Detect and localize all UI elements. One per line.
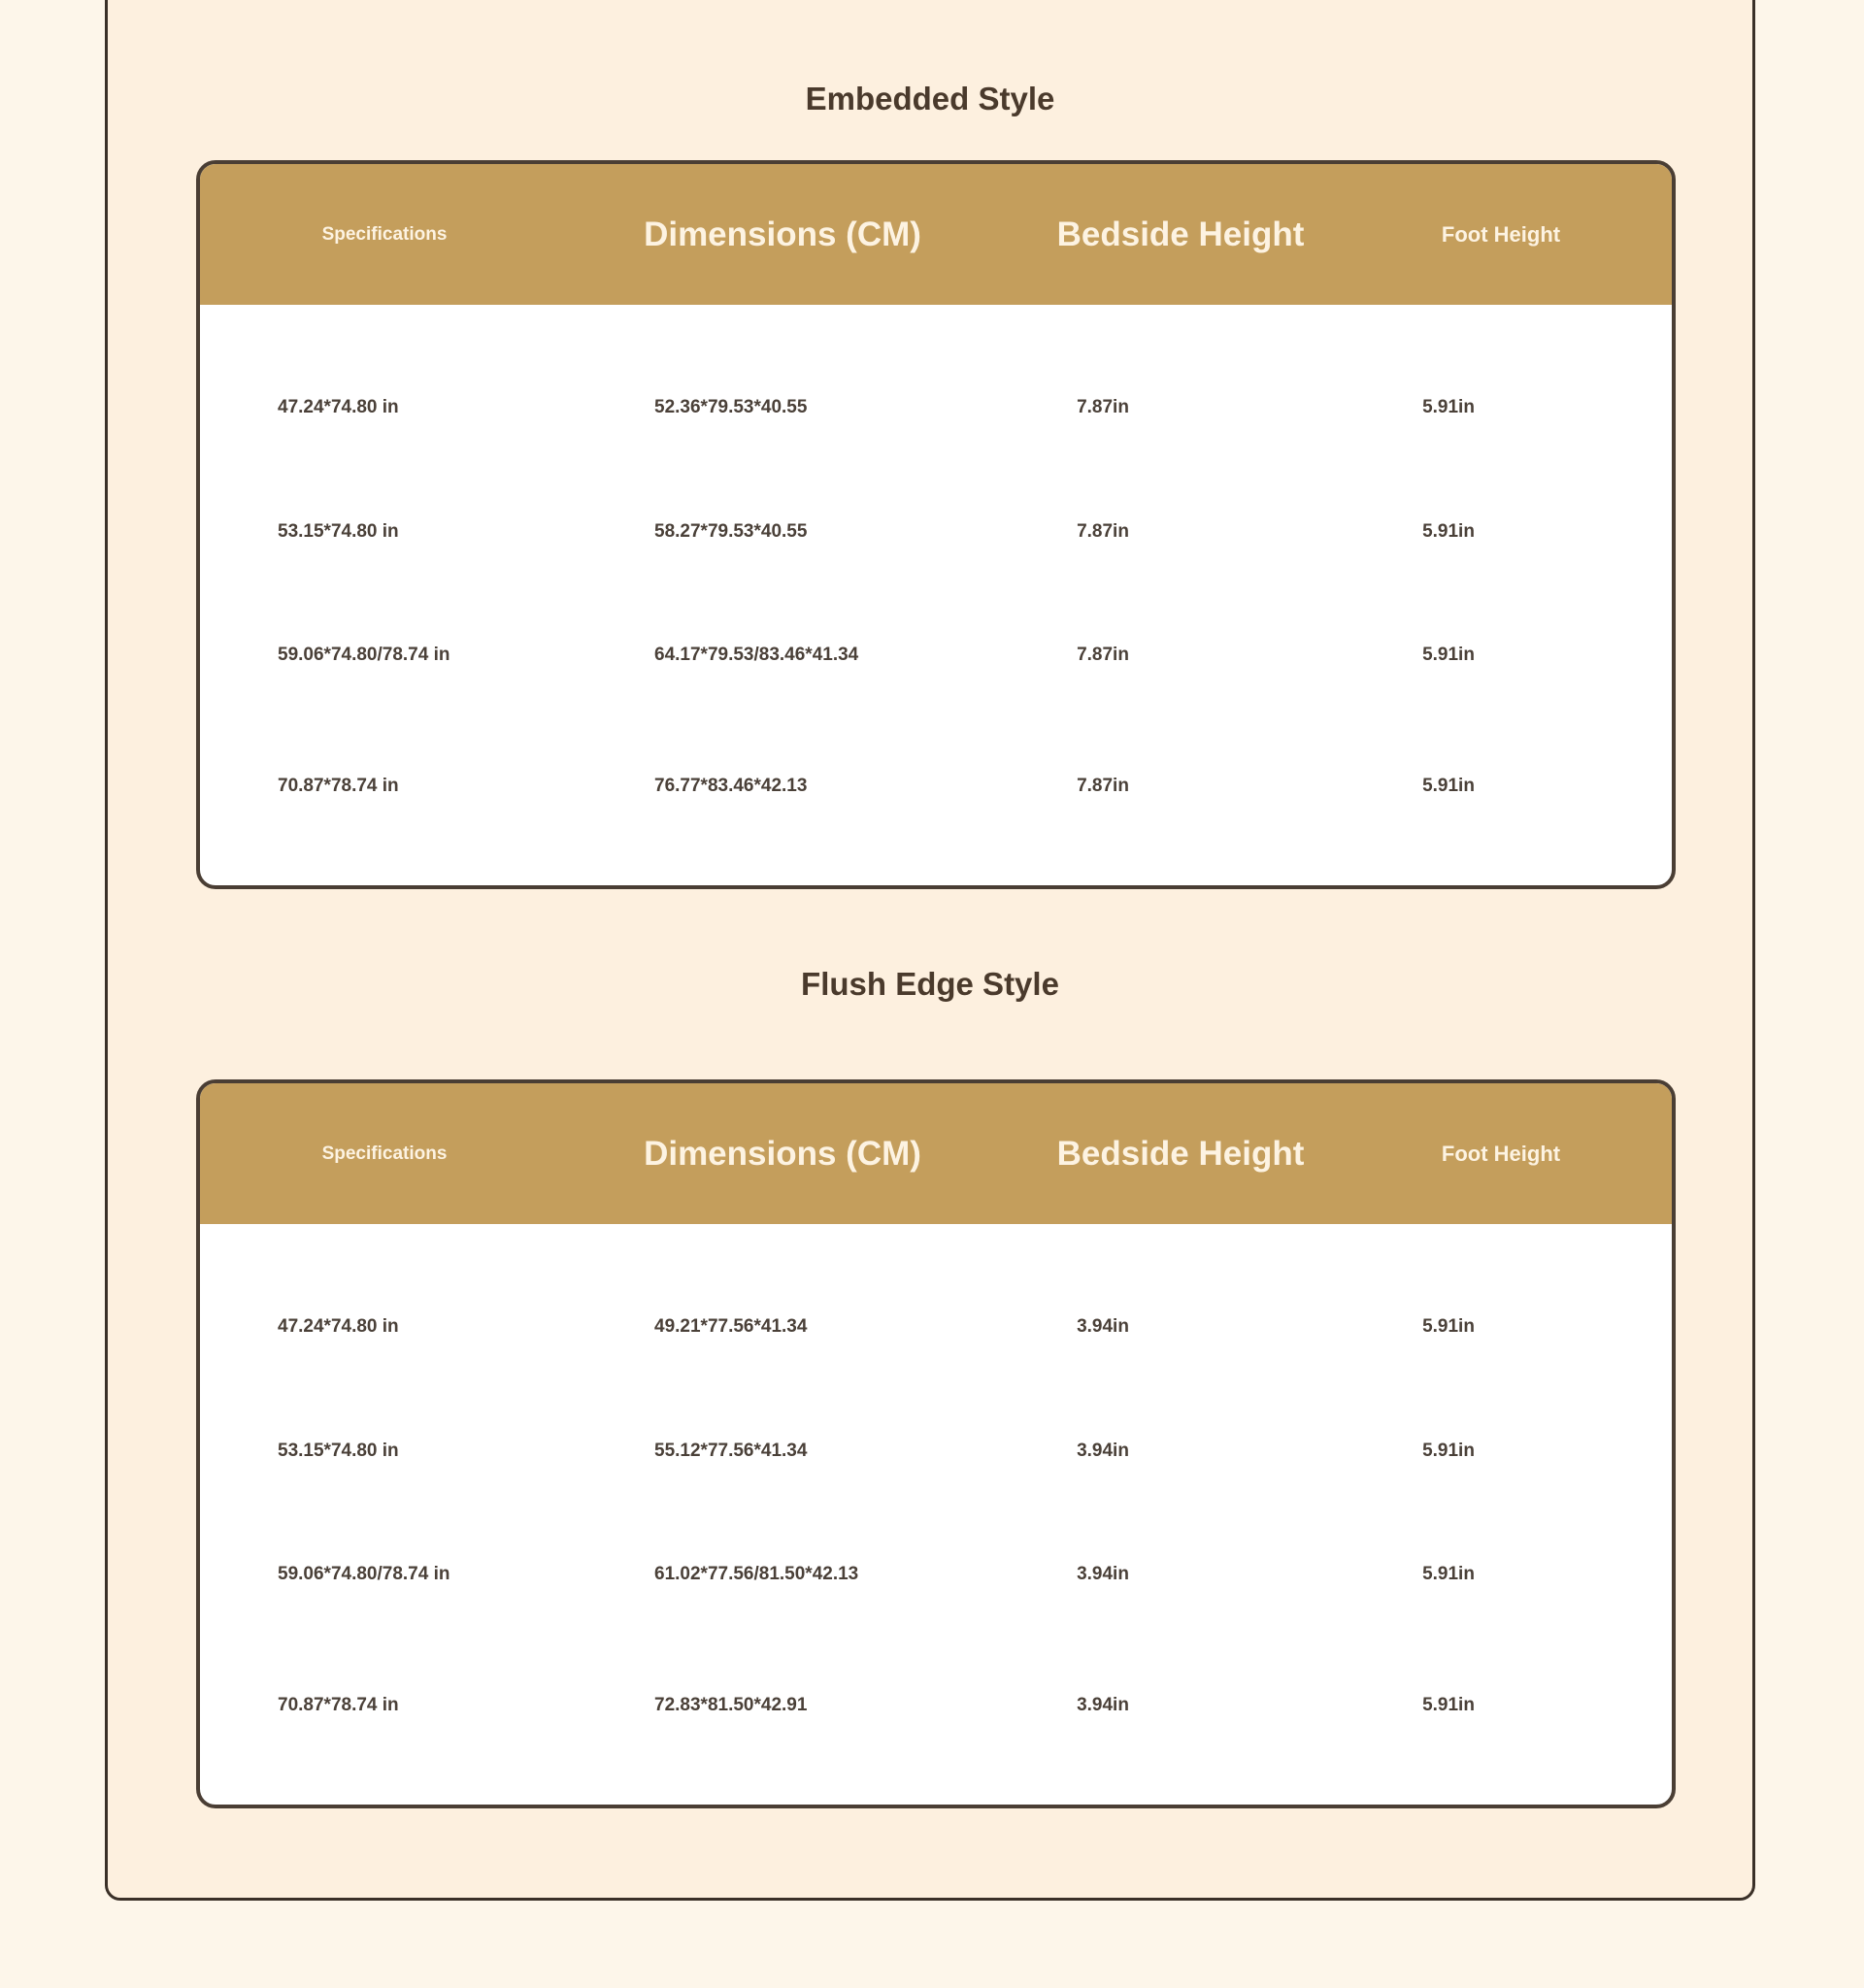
cell-specification: 47.24*74.80 in (278, 1316, 399, 1337)
cell-foot-height: 5.91in (1422, 1441, 1475, 1461)
cell-bedside-height: 3.94in (1077, 1316, 1129, 1337)
header-foot-height: Foot Height (1441, 1141, 1561, 1166)
table-row (200, 1422, 1672, 1480)
cell-dimensions: 64.17*79.53/83.46*41.34 (654, 645, 859, 665)
table-row (200, 1545, 1672, 1604)
cell-specification: 53.15*74.80 in (278, 1441, 399, 1461)
cell-specification: 70.87*78.74 in (278, 1695, 399, 1715)
flush-edge-style-title: Flush Edge Style (801, 966, 1059, 1002)
cell-specification: 59.06*74.80/78.74 in (278, 1564, 450, 1584)
cell-foot-height: 5.91in (1422, 1564, 1475, 1584)
cell-dimensions: 49.21*77.56*41.34 (654, 1316, 808, 1337)
cell-foot-height: 5.91in (1422, 776, 1475, 796)
header-foot-height: Foot Height (1441, 221, 1561, 247)
cell-dimensions: 55.12*77.56*41.34 (654, 1441, 808, 1461)
cell-dimensions: 76.77*83.46*42.13 (654, 776, 808, 796)
cell-bedside-height: 3.94in (1077, 1564, 1129, 1584)
table-header (200, 164, 1672, 305)
header-specifications: Specifications (321, 223, 448, 245)
cell-bedside-height: 7.87in (1077, 776, 1129, 796)
cell-bedside-height: 7.87in (1077, 645, 1129, 665)
table-header (200, 1083, 1672, 1224)
embedded-style-table (196, 160, 1676, 889)
table-row (200, 1298, 1672, 1356)
header-bedside-height: Bedside Height (1056, 1134, 1305, 1173)
cell-bedside-height: 7.87in (1077, 397, 1129, 417)
table-row (200, 757, 1672, 815)
cell-foot-height: 5.91in (1422, 521, 1475, 542)
flush-edge-style-table (196, 1079, 1676, 1808)
cell-foot-height: 5.91in (1422, 397, 1475, 417)
cell-dimensions: 61.02*77.56/81.50*42.13 (654, 1564, 859, 1584)
spec-panel (105, 0, 1755, 1901)
table-row (200, 626, 1672, 684)
cell-foot-height: 5.91in (1422, 1316, 1475, 1337)
table-row (200, 503, 1672, 561)
cell-foot-height: 5.91in (1422, 1695, 1475, 1715)
header-specifications: Specifications (321, 1143, 448, 1164)
cell-specification: 59.06*74.80/78.74 in (278, 645, 450, 665)
cell-specification: 53.15*74.80 in (278, 521, 399, 542)
table-body (200, 1224, 1672, 1805)
cell-specification: 47.24*74.80 in (278, 397, 399, 417)
table-row (200, 379, 1672, 437)
table-row (200, 1676, 1672, 1735)
cell-specification: 70.87*78.74 in (278, 776, 399, 796)
cell-foot-height: 5.91in (1422, 645, 1475, 665)
cell-dimensions: 52.36*79.53*40.55 (654, 397, 808, 417)
header-dimensions: Dimensions (CM) (644, 1134, 921, 1173)
cell-dimensions: 58.27*79.53*40.55 (654, 521, 808, 542)
cell-bedside-height: 3.94in (1077, 1695, 1129, 1715)
header-dimensions: Dimensions (CM) (644, 215, 921, 253)
cell-bedside-height: 7.87in (1077, 521, 1129, 542)
header-bedside-height: Bedside Height (1056, 215, 1305, 253)
table-body (200, 305, 1672, 885)
embedded-style-title: Embedded Style (805, 81, 1055, 116)
cell-dimensions: 72.83*81.50*42.91 (654, 1695, 808, 1715)
cell-bedside-height: 3.94in (1077, 1441, 1129, 1461)
